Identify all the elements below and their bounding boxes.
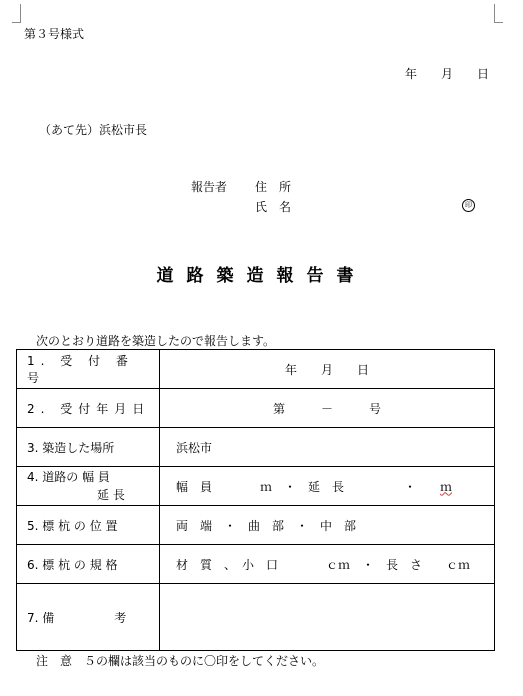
- table-row: [17, 545, 495, 584]
- table-row: [17, 350, 495, 389]
- row-value[interactable]: 第 － 号: [160, 389, 495, 428]
- row-label: 2. 受付年月日: [17, 389, 160, 428]
- row-label-line1: 4. 道路の 幅 員: [27, 470, 110, 484]
- row-label: 5. 標 杭 の 位 置: [17, 506, 160, 545]
- date-line: 年 月 日: [405, 67, 490, 81]
- report-form-table: [16, 349, 495, 651]
- meter-unit: ｍ: [440, 479, 453, 494]
- width-length-text: 幅 員 ｍ ・ 延 長 ・: [176, 479, 417, 494]
- name-label: 氏 名: [255, 200, 292, 214]
- row-label: 3. 築造した場所: [17, 428, 160, 467]
- table-row: [17, 389, 495, 428]
- row-value[interactable]: 年 月 日: [160, 350, 495, 389]
- addressee: （あて先）浜松市長: [39, 123, 148, 137]
- table-row: [17, 467, 495, 506]
- row-value[interactable]: [160, 467, 495, 506]
- document-title: 道路築造報告書: [156, 266, 367, 286]
- row-value[interactable]: 浜松市: [160, 428, 495, 467]
- row-label-line2: 延 長: [97, 488, 125, 502]
- address-label: 住 所: [255, 180, 292, 194]
- table-row: [17, 428, 495, 467]
- intro-text: 次のとおり道路を築造したので報告します。: [36, 334, 276, 348]
- page-corner-mark-left: [12, 4, 21, 23]
- note-text: 注 意 ５の欄は該当のものに〇印をしてください。: [36, 654, 325, 668]
- seal-mark: 印: [462, 199, 475, 212]
- form-number: 第３号様式: [24, 27, 85, 41]
- reporter-label: 報告者: [191, 180, 228, 194]
- row-label: [17, 467, 160, 506]
- row-label: 6. 標 杭 の 規 格: [17, 545, 160, 584]
- row-value[interactable]: [160, 584, 495, 651]
- page-corner-mark-right: [494, 4, 503, 23]
- row-label: 7. 備 考: [17, 584, 160, 651]
- row-value[interactable]: 材 質 、 小 口 ｃｍ ・ 長 さ ｃｍ: [160, 545, 495, 584]
- table-row: [17, 506, 495, 545]
- table-row: [17, 584, 495, 651]
- row-label: 1. 受 付 番 号: [17, 350, 160, 389]
- row-value[interactable]: 両 端 ・ 曲 部 ・ 中 部: [160, 506, 495, 545]
